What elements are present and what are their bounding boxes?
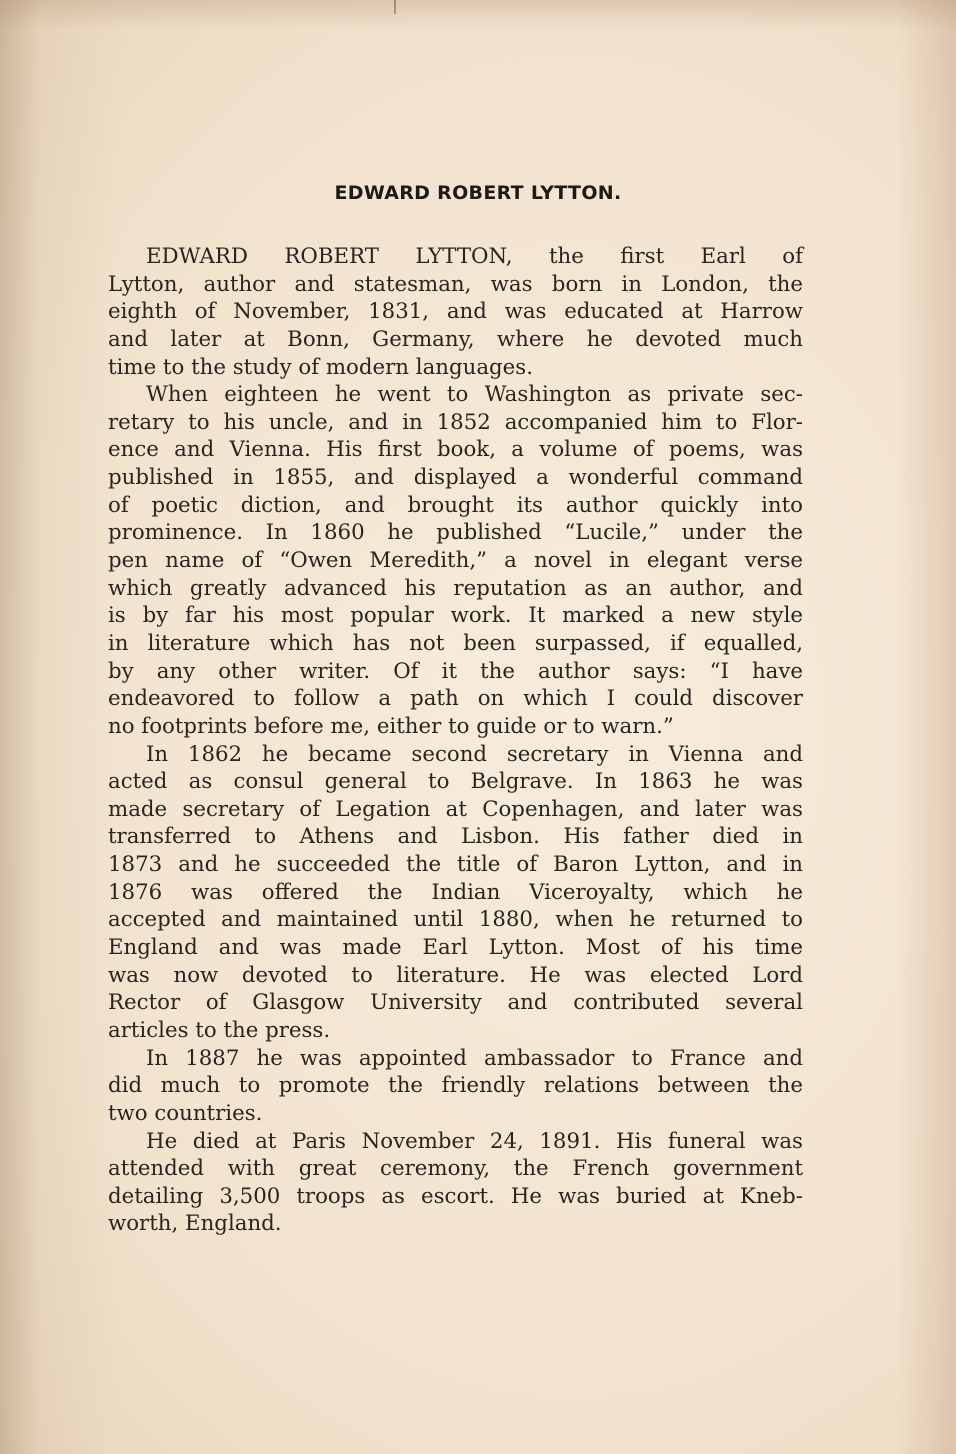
text-line: was now devoted to literature. He was elected Lord [108, 962, 803, 988]
text-line: 1876 was offered the Indian Viceroyalty, which he [108, 879, 803, 905]
text-line: transferred to Athens and Lisbon. His father died in [108, 824, 803, 850]
text-line: no footprints before me, either to guide or to warn.” [108, 713, 674, 739]
text-line: acted as consul general to Belgrave. In 1863 he was [108, 769, 803, 795]
text-line: is by far his most popular work. It marked a new style [108, 603, 803, 629]
text-line: Lytton, author and statesman, was born in London, the [108, 271, 803, 297]
text-line: England and was made Earl Lytton. Most of his time [108, 935, 803, 961]
text-line: and later at Bonn, Germany, where he devoted much [108, 326, 803, 352]
text-line: articles to the press. [108, 1017, 331, 1043]
paragraph-5 [108, 1128, 803, 1239]
page-mark [394, 0, 396, 14]
body-text [108, 243, 803, 1238]
text-line: worth, England. [108, 1211, 282, 1237]
paragraph-2 [108, 381, 803, 740]
text-line: prominence. In 1860 he published “Lucile,” under the [108, 520, 803, 546]
text-line: two countries. [108, 1100, 263, 1126]
text-line: made secretary of Legation at Copenhagen, and later was [108, 796, 803, 822]
page-heading: EDWARD ROBERT LYTTON. [334, 182, 622, 204]
text-line: When eighteen he went to Washington as private sec- [146, 382, 803, 408]
text-line: attended with great ceremony, the French government [108, 1156, 803, 1182]
text-line: which greatly advanced his reputation as an author, and [108, 575, 803, 601]
text-line: time to the study of modern languages. [108, 354, 533, 380]
text-line: He died at Paris November 24, 1891. His funeral was [146, 1128, 803, 1154]
text-line: published in 1855, and displayed a wonderful command [108, 465, 803, 491]
text-line: ence and Vienna. His first book, a volume of poems, was [108, 437, 803, 463]
text-line: pen name of “Owen Meredith,” a novel in elegant verse [108, 548, 803, 574]
text-line: of poetic diction, and brought its author quickly into [108, 492, 803, 518]
text-line: did much to promote the friendly relations between the [108, 1073, 803, 1099]
text-line: In 1862 he became second secretary in Vienna and [146, 741, 803, 767]
text-line: endeavored to follow a path on which I could discover [108, 686, 803, 712]
paragraph-3 [108, 741, 803, 1045]
text-line: in literature which has not been surpassed, if equalled, [108, 630, 803, 656]
text-line: EDWARD ROBERT LYTTON, the first Earl of [146, 244, 803, 269]
text-line: Rector of Glasgow University and contributed several [108, 990, 803, 1016]
text-line: eighth of November, 1831, and was educated at Harrow [108, 299, 803, 325]
paragraph-4 [108, 1045, 803, 1128]
text-line: detailing 3,500 troops as escort. He was buried at Kneb- [108, 1183, 803, 1209]
text-line: by any other writer. Of it the author says: “I have [108, 658, 803, 684]
text-line: 1873 and he succeeded the title of Baron Lytton, and in [108, 852, 803, 878]
paragraph-1 [108, 243, 803, 381]
text-line: retary to his uncle, and in 1852 accompanied him to Flor- [108, 409, 803, 435]
text-line: In 1887 he was appointed ambassador to France and [146, 1045, 803, 1071]
text-line: accepted and maintained until 1880, when he returned to [108, 907, 803, 933]
